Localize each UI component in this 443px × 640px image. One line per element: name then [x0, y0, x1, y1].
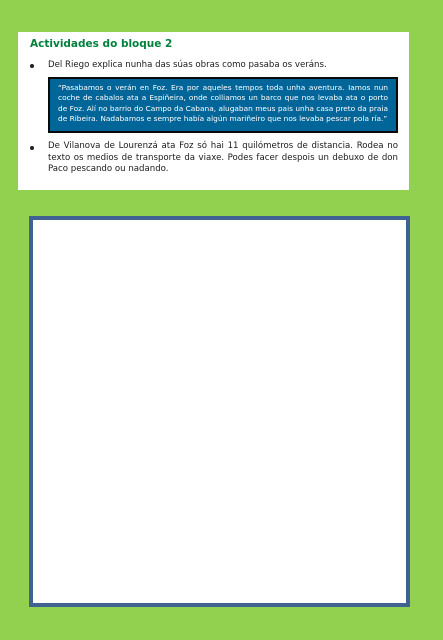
- activity-item-1: Del Riego explica nunha das súas obras como pasaba os veráns.: [48, 60, 327, 70]
- quote-box: [48, 77, 398, 133]
- activity-sheet: [18, 32, 409, 190]
- quote-text: “Pasabamos o verán en Foz. Era por aqueles tempos toda unha aventura. Iamos nun coche de cabalos ata a Espiñeira, onde colliamos un barco que nos levaba ata o porto de Foz. Alí no barrio do Campo da Cabana, alugaban meus pais unha casa preto da praia de Ribeira. Nadabamos e sempre había algún mariñeiro que nos levaba pescar pola ría.”: [58, 83, 388, 124]
- drawing-area[interactable]: [29, 216, 410, 607]
- bullet-icon: [30, 64, 34, 68]
- activity-title: Actividades do bloque 2: [30, 38, 173, 50]
- bullet-icon: [30, 146, 34, 150]
- activity-item-2: De Vilanova de Lourenzá ata Foz só hai 11 quilómetros de distancia. Rodea no texto os medios de transporte da viaxe. Podes facer despois un debuxo de don Paco pescando ou nadando.: [48, 141, 398, 174]
